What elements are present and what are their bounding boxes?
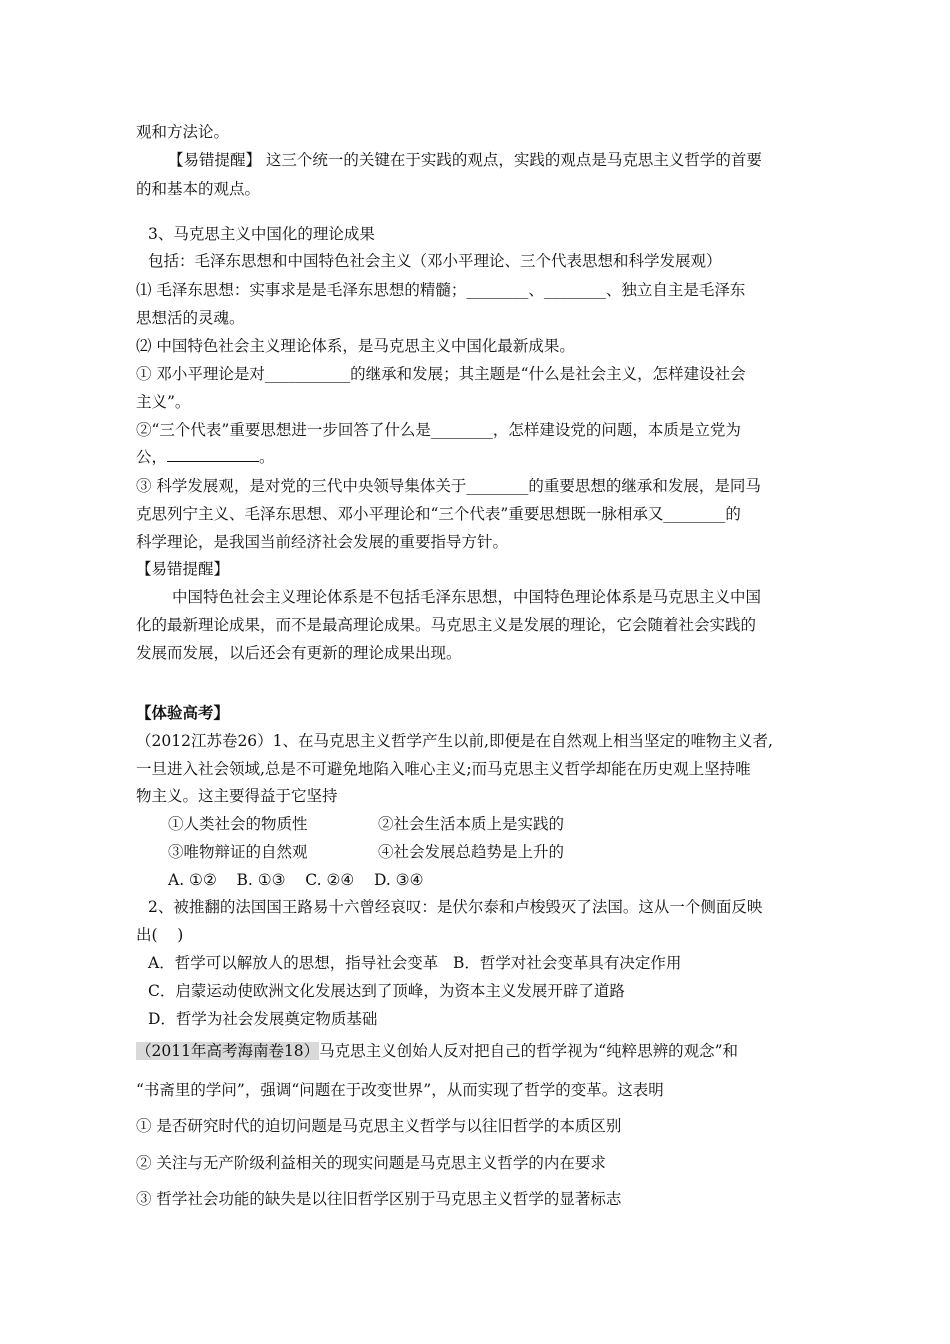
question-line: 物主义。这主要得益于它坚持 [136, 787, 338, 805]
text-line: 观和方法论。 [136, 123, 230, 141]
text-line: ②“三个代表”重要思想进一步回答了什么是________，怎样建设党的问题，本质是立党为 [136, 421, 741, 439]
answer-choices: A. ①② B. ①③ C. ②④ D. ③④ [168, 871, 424, 889]
text-line: 克思列宁主义、毛泽东思想、邓小平理论和“三个代表”重要思想既一脉相承又________的 [136, 505, 741, 523]
question-line: 2、被推翻的法国国王路易十六曾经哀叹：是伏尔泰和卢梭毁灭了法国。这从一个侧面反映 [148, 898, 763, 916]
text-line: 的和基本的观点。 [136, 180, 261, 198]
text-line: 包括：毛泽东思想和中国特色社会主义（邓小平理论、三个代表思想和科学发展观） [148, 252, 722, 270]
question-line: 出( ) [136, 926, 184, 944]
question-line: （2012江苏卷26）1、在马克思主义哲学产生以前,即便是在自然观上相当坚定的唯物主义者, [136, 732, 773, 750]
text-segment: 。 [259, 448, 275, 466]
text-line: 发展而发展，以后还会有更新的理论成果出现。 [136, 644, 462, 662]
exam-section-heading: 【体验高考】 [136, 703, 230, 722]
option-item: ③ 哲学社会功能的缺失是以往旧哲学区别于马克思主义哲学的显著标志 [136, 1190, 622, 1208]
option-item: ②社会生活本质上是实践的 [378, 815, 565, 833]
question-line [136, 1041, 738, 1061]
text-line: 思想活的灵魂。 [136, 309, 245, 327]
text-line: 化的最新理论成果，而不是最高理论成果。马克思主义是发展的理论，它会随着社会实践的 [136, 616, 757, 634]
option-item: ①人类社会的物质性 [168, 815, 308, 833]
source-highlight: （2011年高考海南卷18） [136, 1042, 320, 1060]
section-heading: 3、马克思主义中国化的理论成果 [148, 225, 375, 243]
mistake-reminder-line: 【易错提醒】 这三个统一的关键在于实践的观点，实践的观点是马克思主义哲学的首要 [168, 151, 762, 169]
text-line: ⑵ 中国特色社会主义理论体系，是马克思主义中国化最新成果。 [136, 337, 575, 355]
text-segment: 公， [136, 448, 168, 466]
mistake-reminder-heading: 【易错提醒】 [136, 560, 230, 578]
option-item: ② 关注与无产阶级利益相关的现实问题是马克思主义哲学的内在要求 [136, 1154, 606, 1172]
question-line: “书斋里的学问”，强调“问题在于改变世界”，从而实现了哲学的变革。这表明 [136, 1081, 664, 1099]
fill-blank[interactable] [167, 447, 259, 462]
answer-choice: A．哲学可以解放人的思想，指导社会变革 B．哲学对社会变革具有决定作用 [148, 954, 682, 972]
text-line: 主义”。 [136, 393, 191, 411]
text-line: ③ 科学发展观，是对党的三代中央领导集体关于________的重要思想的继承和发展，是同马 [136, 477, 761, 495]
text-line [136, 447, 275, 467]
question-line: 一旦进入社会领域,总是不可避免地陷入唯心主义;而马克思主义哲学却能在历史观上坚持唯 [136, 760, 751, 778]
text-line: 科学理论，是我国当前经济社会发展的重要指导方针。 [136, 533, 509, 551]
text-line: 中国特色社会主义理论体系是不包括毛泽东思想，中国特色理论体系是马克思主义中国 [172, 588, 762, 606]
answer-choice: D．哲学为社会发展奠定物质基础 [148, 1010, 378, 1028]
option-item: ① 是否研究时代的迫切问题是马克思主义哲学与以往旧哲学的本质区别 [136, 1117, 622, 1135]
option-item: ③唯物辩证的自然观 [168, 843, 308, 861]
text-line: ⑴ 毛泽东思想：实事求是是毛泽东思想的精髓；________、________、独立自主是毛泽东 [136, 281, 746, 299]
option-item: ④社会发展总趋势是上升的 [378, 843, 565, 861]
text-line: ① 邓小平理论是对___________的继承和发展；其主题是“什么是社会主义，怎样建设社会 [136, 365, 746, 383]
answer-choice: C．启蒙运动使欧洲文化发展达到了顶峰，为资本主义发展开辟了道路 [148, 982, 625, 1000]
text-segment: 马克思主义创始人反对把自己的哲学视为“纯粹思辨的观念”和 [319, 1042, 739, 1060]
